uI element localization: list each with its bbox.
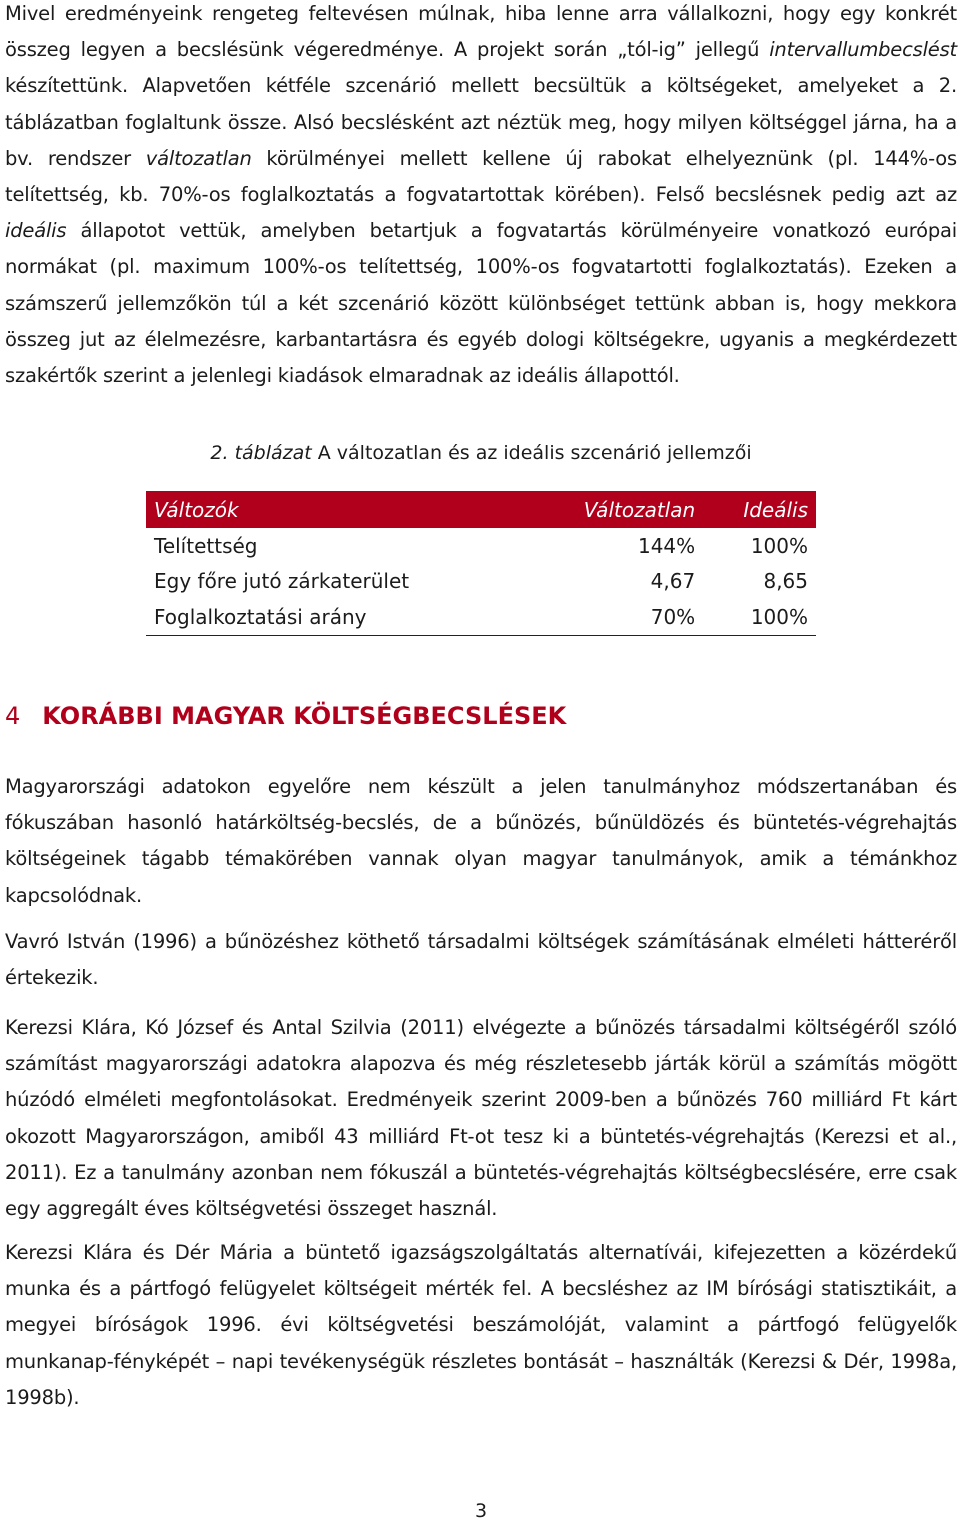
header-ideal: Ideális: [703, 491, 816, 528]
text-span: Mivel eredményeink rengeteg feltevésen múlnak, hiba lenne arra vállalkozni, hogy egy konkrét összeg legyen a becslésünk végeredménye. A projekt során „tól-ig” jellegű: [5, 2, 957, 62]
table-caption-text: A változatlan és az ideális szcenárió jellemzői: [311, 442, 752, 464]
section-number: 4: [5, 702, 21, 730]
scenario-table: [146, 491, 816, 636]
paragraph-intro: [5, 0, 957, 394]
italic-term: intervallumbecslést: [769, 38, 957, 62]
table-row: [146, 528, 816, 564]
page-number: 3: [475, 1500, 488, 1522]
paragraph-kerezsi-ko-antal: Kerezsi Klára, Kó József és Antal Szilvia (2011) elvégezte a bűnözés társadalmi költségéről szóló számítást magyarországi adatokra alapozva és még részletesebb járták körül a számítás mögött húzódó elméleti megfontolásokat. Eredményeik szerint 2009-ben a bűnözés 760 milliárd Ft kárt okozott Magyarországon, amiből 43 milliárd Ft-ot tesz ki a büntetés-végrehajtás (Kerezsi et al., 2011). Ez a tanulmány azonban nem fókuszál a büntetés-végrehajtás költségbecslésére, erre csak egy aggregált éves költségvetési összeget használ.: [5, 1016, 957, 1221]
table-cell: Egy főre jutó zárkaterület: [154, 569, 410, 594]
table-caption: [5, 438, 957, 468]
table-caption-word: táblázat: [234, 442, 312, 464]
table-row: [146, 599, 816, 635]
paragraph-kerezsi-der: Kerezsi Klára és Dér Mária a büntető igazságszolgáltatás alternatívái, kifejezetten a közérdekű munka és a pártfogó felügyelet költségeit mérték fel. A becsléshez az IM bírósági statisztikáit, a megyei bíróságok 1996. évi költségvetési beszámolóját, valamint a pártfogó felügyelők munkanap-fényképét – napi tevékenységük részletes bontását – használták (Kerezsi & Dér, 1998a, 1998b).: [5, 1241, 957, 1409]
table-cell: 144%: [637, 533, 696, 558]
text-span: körülményei mellett kellene új rabokat elhelyeznünk (pl. 144%-os telítettség, kb. 70%-os foglalkoztatás a fogvatartottak körében). Felső becslésnek pedig azt az: [5, 146, 957, 207]
section-title: KORÁBBI MAGYAR KÖLTSÉGBECSLÉSEK: [42, 702, 567, 730]
text-span: készítettünk. Alapvetően kétféle szcenárió mellett becsültük a költségeket, amelyeket a 2. táblázatban foglaltunk össze. Alsó becslésként azt néztük meg, hogy milyen költséggel járna, ha a bv. rendszer: [5, 74, 957, 170]
paragraph-vavro: Vavró István (1996) a bűnözéshez köthető társadalmi költségek számításának elméleti hátteréről értekezik.: [5, 930, 957, 990]
table-cell: 4,67: [650, 569, 696, 594]
italic-term: ideális: [5, 219, 67, 243]
header-unchanged: Változatlan: [525, 491, 703, 528]
table-cell: Telítettség: [154, 533, 258, 558]
table-header-row: [146, 491, 816, 528]
table-cell: 8,65: [763, 569, 808, 594]
header-variables: Változók: [146, 491, 525, 528]
table-cell: Foglalkoztatási arány: [146, 599, 525, 635]
table-cell: 100%: [750, 533, 808, 558]
paragraph-hungarian-estimates: Magyarországi adatokon egyelőre nem készült a jelen tanulmányhoz módszertanában és fókuszában hasonló határköltség-becslés, de a bűnözés, bűnüldözés és büntetés-végrehajtás költségeinek tágabb témakörében vannak olyan magyar tanulmányok, amik a témánkhoz kapcsolódnak.: [5, 775, 957, 907]
table-row: [146, 564, 816, 600]
italic-term: változatlan: [145, 146, 252, 170]
section-heading: [5, 702, 566, 730]
text-span: állapotot vettük, amelyben betartjuk a fogvatartás körülményeire vonatkozó európai normákat (pl. maximum 100%-os telítettség, 100%-os fogvatartotti foglalkoztatás). Ezeken a számszerű jellemzőkön túl a két szcenárió között különbséget tettünk abban is, hogy mekkora összeg jut az élelmezésre, karbantartásra és egyéb dologi költségekre, ugyanis a megkérdezett szakértők szerint a jelenlegi kiadások elmaradnak az ideális állapottól.: [5, 219, 957, 388]
table-cell: 100%: [703, 599, 816, 635]
table-cell: 70%: [525, 599, 703, 635]
table-caption-number: 2.: [210, 442, 229, 464]
